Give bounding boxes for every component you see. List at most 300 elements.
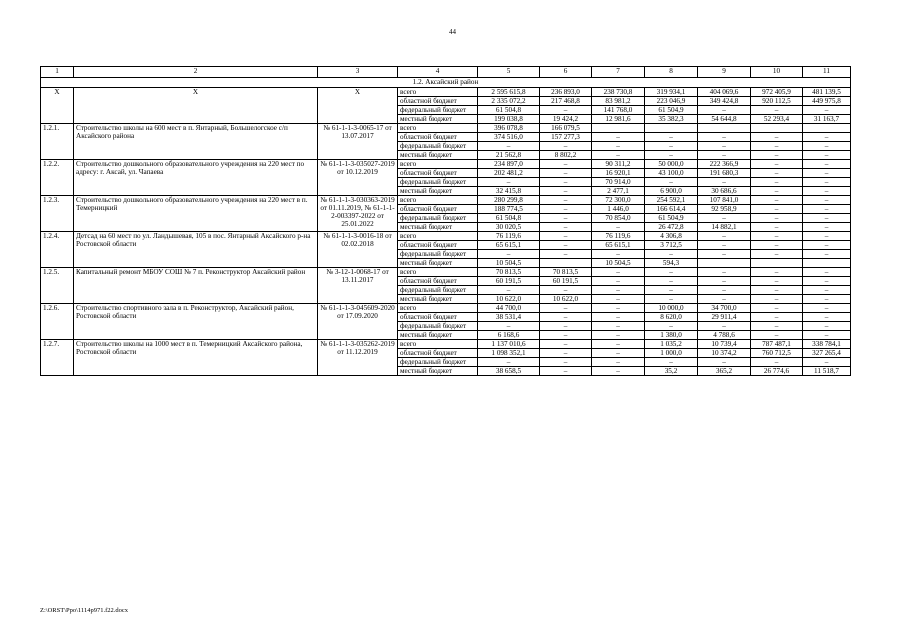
amount-cell: – bbox=[751, 232, 803, 241]
amount-cell: 30 020,5 bbox=[478, 223, 540, 232]
amount-cell: 61 504,9 bbox=[645, 214, 698, 223]
amount-cell: 19 424,2 bbox=[540, 115, 592, 124]
amount-cell: – bbox=[592, 151, 645, 160]
item-number: 1.2.2. bbox=[41, 160, 74, 196]
amount-cell: – bbox=[645, 133, 698, 142]
item-number: 1.2.6. bbox=[41, 304, 74, 340]
expertise-document: № 61-1-1-3-0016-18 от 02.02.2018 bbox=[318, 232, 398, 268]
amount-cell: – bbox=[751, 304, 803, 313]
column-header: 1 bbox=[41, 67, 74, 78]
column-header: 6 bbox=[540, 67, 592, 78]
amount-cell: – bbox=[698, 268, 751, 277]
amount-cell: 65 615,1 bbox=[592, 241, 645, 250]
amount-cell: – bbox=[592, 142, 645, 151]
amount-cell: 594,3 bbox=[645, 259, 698, 268]
object-name: Строительство дошкольного образовательного учреждения на 220 мест по адресу: г. Аксай, ул. Чапаева bbox=[74, 160, 318, 196]
funding-source: федеральный бюджет bbox=[398, 250, 478, 259]
amount-cell: 50 000,0 bbox=[645, 160, 698, 169]
amount-cell: – bbox=[803, 106, 851, 115]
amount-cell: – bbox=[751, 151, 803, 160]
amount-cell: 92 958,9 bbox=[698, 205, 751, 214]
amount-cell: – bbox=[751, 250, 803, 259]
amount-cell: – bbox=[478, 178, 540, 187]
amount-cell: – bbox=[803, 142, 851, 151]
amount-cell: 338 784,1 bbox=[803, 340, 851, 349]
amount-cell: 404 069,6 bbox=[698, 88, 751, 97]
amount-cell: 972 405,9 bbox=[751, 88, 803, 97]
funding-source: местный бюджет bbox=[398, 331, 478, 340]
amount-cell: – bbox=[540, 232, 592, 241]
amount-cell: – bbox=[751, 223, 803, 232]
amount-cell: 30 686,6 bbox=[698, 187, 751, 196]
header-row bbox=[41, 67, 851, 78]
table-row bbox=[41, 88, 851, 97]
amount-cell bbox=[803, 259, 851, 268]
amount-cell: – bbox=[698, 151, 751, 160]
amount-cell: 188 774,5 bbox=[478, 205, 540, 214]
amount-cell: 760 712,5 bbox=[751, 349, 803, 358]
amount-cell: 44 700,0 bbox=[478, 304, 540, 313]
amount-cell: 10 622,0 bbox=[478, 295, 540, 304]
funding-source: всего bbox=[398, 124, 478, 133]
budget-table bbox=[40, 66, 851, 376]
funding-source: областной бюджет bbox=[398, 97, 478, 106]
amount-cell: – bbox=[698, 286, 751, 295]
amount-cell: 4 788,6 bbox=[698, 331, 751, 340]
amount-cell: – bbox=[698, 178, 751, 187]
object-name: Капитальный ремонт МБОУ СОШ № 7 п. Реконструктор Аксайский район bbox=[74, 268, 318, 304]
amount-cell: 10 000,0 bbox=[645, 304, 698, 313]
amount-cell: – bbox=[698, 358, 751, 367]
amount-cell: – bbox=[698, 214, 751, 223]
amount-cell: – bbox=[803, 151, 851, 160]
object-name: Строительство дошкольного образовательного учреждения на 220 мест в п. Темерницкий bbox=[74, 196, 318, 232]
amount-cell: – bbox=[751, 331, 803, 340]
amount-cell: – bbox=[698, 322, 751, 331]
amount-cell: 60 191,5 bbox=[540, 277, 592, 286]
amount-cell: 280 299,8 bbox=[478, 196, 540, 205]
amount-cell: – bbox=[751, 142, 803, 151]
amount-cell: 31 163,7 bbox=[803, 115, 851, 124]
amount-cell: – bbox=[751, 358, 803, 367]
column-header: 9 bbox=[698, 67, 751, 78]
expertise-document: № 61-1-1-3-0065-17 от 13.07.2017 bbox=[318, 124, 398, 160]
amount-cell: – bbox=[751, 187, 803, 196]
amount-cell: – bbox=[803, 295, 851, 304]
amount-cell: – bbox=[751, 268, 803, 277]
amount-cell: – bbox=[540, 313, 592, 322]
amount-cell: – bbox=[803, 250, 851, 259]
funding-source: федеральный бюджет bbox=[398, 322, 478, 331]
amount-cell: 166 614,4 bbox=[645, 205, 698, 214]
amount-cell: 234 897,0 bbox=[478, 160, 540, 169]
amount-cell: – bbox=[751, 214, 803, 223]
amount-cell bbox=[698, 124, 751, 133]
amount-cell: – bbox=[540, 367, 592, 376]
amount-cell: – bbox=[645, 178, 698, 187]
amount-cell: 76 119,6 bbox=[592, 232, 645, 241]
amount-cell bbox=[592, 124, 645, 133]
amount-cell: 1 098 352,1 bbox=[478, 349, 540, 358]
amount-cell: – bbox=[803, 358, 851, 367]
expertise-document: № 61-1-1-3-035262-2019 от 11.12.2019 bbox=[318, 340, 398, 376]
funding-source: федеральный бюджет bbox=[398, 286, 478, 295]
amount-cell: 34 700,0 bbox=[698, 304, 751, 313]
amount-cell: – bbox=[803, 223, 851, 232]
amount-cell: 35,2 bbox=[645, 367, 698, 376]
funding-source: всего bbox=[398, 88, 478, 97]
amount-cell: 199 038,8 bbox=[478, 115, 540, 124]
column-header: 10 bbox=[751, 67, 803, 78]
column-header: 4 bbox=[398, 67, 478, 78]
amount-cell: – bbox=[478, 250, 540, 259]
amount-cell: – bbox=[540, 241, 592, 250]
funding-source: областной бюджет bbox=[398, 205, 478, 214]
amount-cell: – bbox=[803, 232, 851, 241]
amount-cell: 83 981,2 bbox=[592, 97, 645, 106]
funding-source: всего bbox=[398, 340, 478, 349]
amount-cell: 11 518,7 bbox=[803, 367, 851, 376]
amount-cell: 29 911,4 bbox=[698, 313, 751, 322]
section-row bbox=[41, 78, 851, 88]
amount-cell: – bbox=[751, 106, 803, 115]
amount-cell: – bbox=[540, 160, 592, 169]
object-name: Строительство спортивного зала в п. Реконструктор, Аксайский район, Ростовской области bbox=[74, 304, 318, 340]
amount-cell: – bbox=[645, 322, 698, 331]
amount-cell: – bbox=[645, 142, 698, 151]
funding-source: областной бюджет bbox=[398, 133, 478, 142]
funding-source: федеральный бюджет bbox=[398, 142, 478, 151]
amount-cell: 54 644,8 bbox=[698, 115, 751, 124]
object-name: Строительство школы на 600 мест в п. Янтарный, Большелогское с/п Аксайского района bbox=[74, 124, 318, 160]
amount-cell: – bbox=[592, 250, 645, 259]
expertise-document: № 61-1-1-3-045609-2020 от 17.09.2020 bbox=[318, 304, 398, 340]
amount-cell: 787 487,1 bbox=[751, 340, 803, 349]
object-name: Строительство школы на 1000 мест в п. Темерницкий Аксайского района, Ростовской области bbox=[74, 340, 318, 376]
amount-cell: 38 531,4 bbox=[478, 313, 540, 322]
amount-cell: – bbox=[751, 178, 803, 187]
funding-source: местный бюджет bbox=[398, 367, 478, 376]
amount-cell: – bbox=[698, 277, 751, 286]
amount-cell: 14 882,1 bbox=[698, 223, 751, 232]
amount-cell: – bbox=[751, 295, 803, 304]
amount-cell: – bbox=[751, 133, 803, 142]
amount-cell: – bbox=[478, 286, 540, 295]
amount-cell: – bbox=[540, 214, 592, 223]
amount-cell: – bbox=[803, 205, 851, 214]
amount-cell: – bbox=[803, 133, 851, 142]
amount-cell: – bbox=[540, 349, 592, 358]
amount-cell: 223 046,9 bbox=[645, 97, 698, 106]
amount-cell: 1 446,0 bbox=[592, 205, 645, 214]
amount-cell: – bbox=[540, 304, 592, 313]
amount-cell: – bbox=[645, 250, 698, 259]
expertise-document: № 61-1-1-3-030363-2019 от 01.11.2019, № 61-1-1-2-003397-2022 от 25.01.2022 bbox=[318, 196, 398, 232]
amount-cell: – bbox=[698, 241, 751, 250]
amount-cell: – bbox=[803, 313, 851, 322]
amount-cell: – bbox=[803, 241, 851, 250]
funding-source: всего bbox=[398, 232, 478, 241]
amount-cell: 107 841,0 bbox=[698, 196, 751, 205]
column-header: 5 bbox=[478, 67, 540, 78]
amount-cell: – bbox=[645, 151, 698, 160]
amount-cell: 481 139,5 bbox=[803, 88, 851, 97]
item-number: 1.2.4. bbox=[41, 232, 74, 268]
item-number: 1.2.3. bbox=[41, 196, 74, 232]
amount-cell: – bbox=[540, 205, 592, 214]
amount-cell: – bbox=[592, 313, 645, 322]
amount-cell bbox=[803, 124, 851, 133]
amount-cell: – bbox=[751, 277, 803, 286]
amount-cell: 374 516,0 bbox=[478, 133, 540, 142]
amount-cell: – bbox=[592, 286, 645, 295]
column-header: 3 bbox=[318, 67, 398, 78]
amount-cell: 70 854,0 bbox=[592, 214, 645, 223]
amount-cell: – bbox=[592, 277, 645, 286]
section-title: 1.2. Аксайский район bbox=[41, 78, 851, 88]
amount-cell: 141 768,0 bbox=[592, 106, 645, 115]
amount-cell: – bbox=[751, 196, 803, 205]
expertise-document: № 61-1-1-3-035027-2019 от 10.12.2019 bbox=[318, 160, 398, 196]
funding-source: местный бюджет bbox=[398, 115, 478, 124]
column-header: 11 bbox=[803, 67, 851, 78]
amount-cell: – bbox=[478, 322, 540, 331]
column-header: 8 bbox=[645, 67, 698, 78]
amount-cell: 16 920,1 bbox=[592, 169, 645, 178]
table-row bbox=[41, 268, 851, 277]
amount-cell: – bbox=[592, 133, 645, 142]
amount-cell: – bbox=[540, 106, 592, 115]
amount-cell: – bbox=[540, 358, 592, 367]
amount-cell: – bbox=[540, 169, 592, 178]
amount-cell: – bbox=[751, 169, 803, 178]
table-row bbox=[41, 124, 851, 133]
funding-source: областной бюджет bbox=[398, 349, 478, 358]
amount-cell: 222 366,9 bbox=[698, 160, 751, 169]
amount-cell: 6 168,6 bbox=[478, 331, 540, 340]
amount-cell: – bbox=[540, 187, 592, 196]
amount-cell: – bbox=[803, 331, 851, 340]
amount-cell bbox=[751, 124, 803, 133]
funding-source: областной бюджет bbox=[398, 277, 478, 286]
amount-cell: – bbox=[698, 250, 751, 259]
funding-source: федеральный бюджет bbox=[398, 358, 478, 367]
funding-source: всего bbox=[398, 304, 478, 313]
amount-cell: – bbox=[803, 286, 851, 295]
amount-cell: 396 078,8 bbox=[478, 124, 540, 133]
amount-cell: 8 802,2 bbox=[540, 151, 592, 160]
amount-cell: – bbox=[592, 349, 645, 358]
amount-cell: – bbox=[803, 160, 851, 169]
amount-cell: 157 277,3 bbox=[540, 133, 592, 142]
amount-cell: 349 424,8 bbox=[698, 97, 751, 106]
amount-cell: – bbox=[592, 358, 645, 367]
amount-cell: 202 481,2 bbox=[478, 169, 540, 178]
amount-cell: – bbox=[592, 223, 645, 232]
amount-cell: – bbox=[803, 277, 851, 286]
amount-cell: 365,2 bbox=[698, 367, 751, 376]
amount-cell: 32 415,8 bbox=[478, 187, 540, 196]
amount-cell: – bbox=[645, 277, 698, 286]
table-row bbox=[41, 160, 851, 169]
item-number: 1.2.1. bbox=[41, 124, 74, 160]
amount-cell: – bbox=[478, 142, 540, 151]
funding-source: федеральный бюджет bbox=[398, 178, 478, 187]
funding-source: местный бюджет bbox=[398, 223, 478, 232]
amount-cell: 191 680,3 bbox=[698, 169, 751, 178]
amount-cell: 26 472,8 bbox=[645, 223, 698, 232]
funding-source: местный бюджет bbox=[398, 259, 478, 268]
item-number: 1.2.5. bbox=[41, 268, 74, 304]
amount-cell: – bbox=[751, 286, 803, 295]
amount-cell: – bbox=[803, 322, 851, 331]
funding-source: федеральный бюджет bbox=[398, 214, 478, 223]
amount-cell: 10 504,5 bbox=[478, 259, 540, 268]
amount-cell: – bbox=[478, 358, 540, 367]
amount-cell: – bbox=[751, 313, 803, 322]
amount-cell: – bbox=[803, 268, 851, 277]
page-number: 44 bbox=[449, 28, 456, 36]
amount-cell: 254 592,1 bbox=[645, 196, 698, 205]
column-header: 2 bbox=[74, 67, 318, 78]
amount-cell: – bbox=[803, 178, 851, 187]
amount-cell: – bbox=[645, 358, 698, 367]
amount-cell: 8 620,0 bbox=[645, 313, 698, 322]
amount-cell: 2 335 072,2 bbox=[478, 97, 540, 106]
amount-cell: 35 382,3 bbox=[645, 115, 698, 124]
amount-cell: – bbox=[540, 322, 592, 331]
amount-cell: – bbox=[645, 286, 698, 295]
amount-cell: 1 137 010,6 bbox=[478, 340, 540, 349]
funding-source: всего bbox=[398, 196, 478, 205]
item-number: 1.2.7. bbox=[41, 340, 74, 376]
amount-cell: 238 730,8 bbox=[592, 88, 645, 97]
amount-cell: – bbox=[540, 196, 592, 205]
amount-cell: 1 380,0 bbox=[645, 331, 698, 340]
amount-cell: 21 562,8 bbox=[478, 151, 540, 160]
amount-cell: – bbox=[751, 241, 803, 250]
amount-cell: 61 504,8 bbox=[478, 214, 540, 223]
amount-cell: – bbox=[592, 304, 645, 313]
amount-cell: – bbox=[751, 205, 803, 214]
amount-cell: 1 000,0 bbox=[645, 349, 698, 358]
amount-cell: – bbox=[592, 331, 645, 340]
amount-cell: – bbox=[540, 286, 592, 295]
amount-cell: 61 504,9 bbox=[645, 106, 698, 115]
amount-cell: 3 712,5 bbox=[645, 241, 698, 250]
amount-cell: 60 191,5 bbox=[478, 277, 540, 286]
amount-cell: – bbox=[645, 295, 698, 304]
amount-cell: 70 813,5 bbox=[540, 268, 592, 277]
amount-cell: 10 739,4 bbox=[698, 340, 751, 349]
table-row bbox=[41, 340, 851, 349]
amount-cell: 10 504,5 bbox=[592, 259, 645, 268]
amount-cell: – bbox=[751, 322, 803, 331]
amount-cell: 52 293,4 bbox=[751, 115, 803, 124]
amount-cell: – bbox=[540, 331, 592, 340]
amount-cell: – bbox=[540, 142, 592, 151]
amount-cell: – bbox=[540, 178, 592, 187]
amount-cell: 65 615,1 bbox=[478, 241, 540, 250]
amount-cell: – bbox=[698, 142, 751, 151]
amount-cell: – bbox=[592, 268, 645, 277]
funding-source: местный бюджет bbox=[398, 151, 478, 160]
amount-cell: – bbox=[592, 340, 645, 349]
amount-cell bbox=[751, 259, 803, 268]
amount-cell: – bbox=[803, 214, 851, 223]
object-name: Детсад на 60 мест по ул. Ландышевая, 105 в пос. Янтарный Аксайского р-на Ростовской области bbox=[74, 232, 318, 268]
amount-cell: – bbox=[540, 223, 592, 232]
funding-source: областной бюджет bbox=[398, 313, 478, 322]
amount-cell: – bbox=[803, 187, 851, 196]
table-row bbox=[41, 304, 851, 313]
amount-cell: 6 900,0 bbox=[645, 187, 698, 196]
amount-cell: 26 774,6 bbox=[751, 367, 803, 376]
amount-cell: – bbox=[751, 160, 803, 169]
funding-source: областной бюджет bbox=[398, 241, 478, 250]
amount-cell: – bbox=[803, 196, 851, 205]
amount-cell bbox=[698, 259, 751, 268]
amount-cell: – bbox=[540, 250, 592, 259]
amount-cell: 2 477,1 bbox=[592, 187, 645, 196]
amount-cell: 4 306,8 bbox=[645, 232, 698, 241]
item-number: X bbox=[41, 88, 74, 124]
amount-cell: – bbox=[698, 133, 751, 142]
funding-source: всего bbox=[398, 160, 478, 169]
amount-cell: 166 079,5 bbox=[540, 124, 592, 133]
funding-source: местный бюджет bbox=[398, 295, 478, 304]
amount-cell: 61 504,8 bbox=[478, 106, 540, 115]
amount-cell: – bbox=[803, 169, 851, 178]
amount-cell: 2 595 615,8 bbox=[478, 88, 540, 97]
amount-cell: 319 934,1 bbox=[645, 88, 698, 97]
amount-cell: 10 622,0 bbox=[540, 295, 592, 304]
amount-cell: 327 265,4 bbox=[803, 349, 851, 358]
expertise-document: № 3-12-1-0068-17 от 13.11.2017 bbox=[318, 268, 398, 304]
table-row bbox=[41, 196, 851, 205]
amount-cell: 920 112,5 bbox=[751, 97, 803, 106]
object-name: X bbox=[74, 88, 318, 124]
amount-cell: 1 035,2 bbox=[645, 340, 698, 349]
amount-cell: – bbox=[540, 340, 592, 349]
expertise-document: X bbox=[318, 88, 398, 124]
amount-cell: 72 300,0 bbox=[592, 196, 645, 205]
amount-cell: – bbox=[592, 295, 645, 304]
amount-cell: 10 374,2 bbox=[698, 349, 751, 358]
amount-cell: 70 914,0 bbox=[592, 178, 645, 187]
table-row bbox=[41, 232, 851, 241]
amount-cell: 43 100,0 bbox=[645, 169, 698, 178]
amount-cell: 76 119,6 bbox=[478, 232, 540, 241]
amount-cell: – bbox=[592, 367, 645, 376]
file-path-footer: Z:\ORST\Ppo\1114p971.f22.docx bbox=[40, 607, 128, 614]
funding-source: федеральный бюджет bbox=[398, 106, 478, 115]
amount-cell bbox=[540, 259, 592, 268]
funding-source: всего bbox=[398, 268, 478, 277]
amount-cell: 90 311,2 bbox=[592, 160, 645, 169]
funding-source: местный бюджет bbox=[398, 187, 478, 196]
amount-cell: – bbox=[698, 232, 751, 241]
amount-cell: – bbox=[803, 304, 851, 313]
amount-cell: – bbox=[698, 106, 751, 115]
funding-source: областной бюджет bbox=[398, 169, 478, 178]
amount-cell: 12 981,6 bbox=[592, 115, 645, 124]
amount-cell: – bbox=[698, 295, 751, 304]
amount-cell: 217 468,8 bbox=[540, 97, 592, 106]
amount-cell: – bbox=[592, 322, 645, 331]
amount-cell: – bbox=[645, 268, 698, 277]
amount-cell: 236 893,0 bbox=[540, 88, 592, 97]
